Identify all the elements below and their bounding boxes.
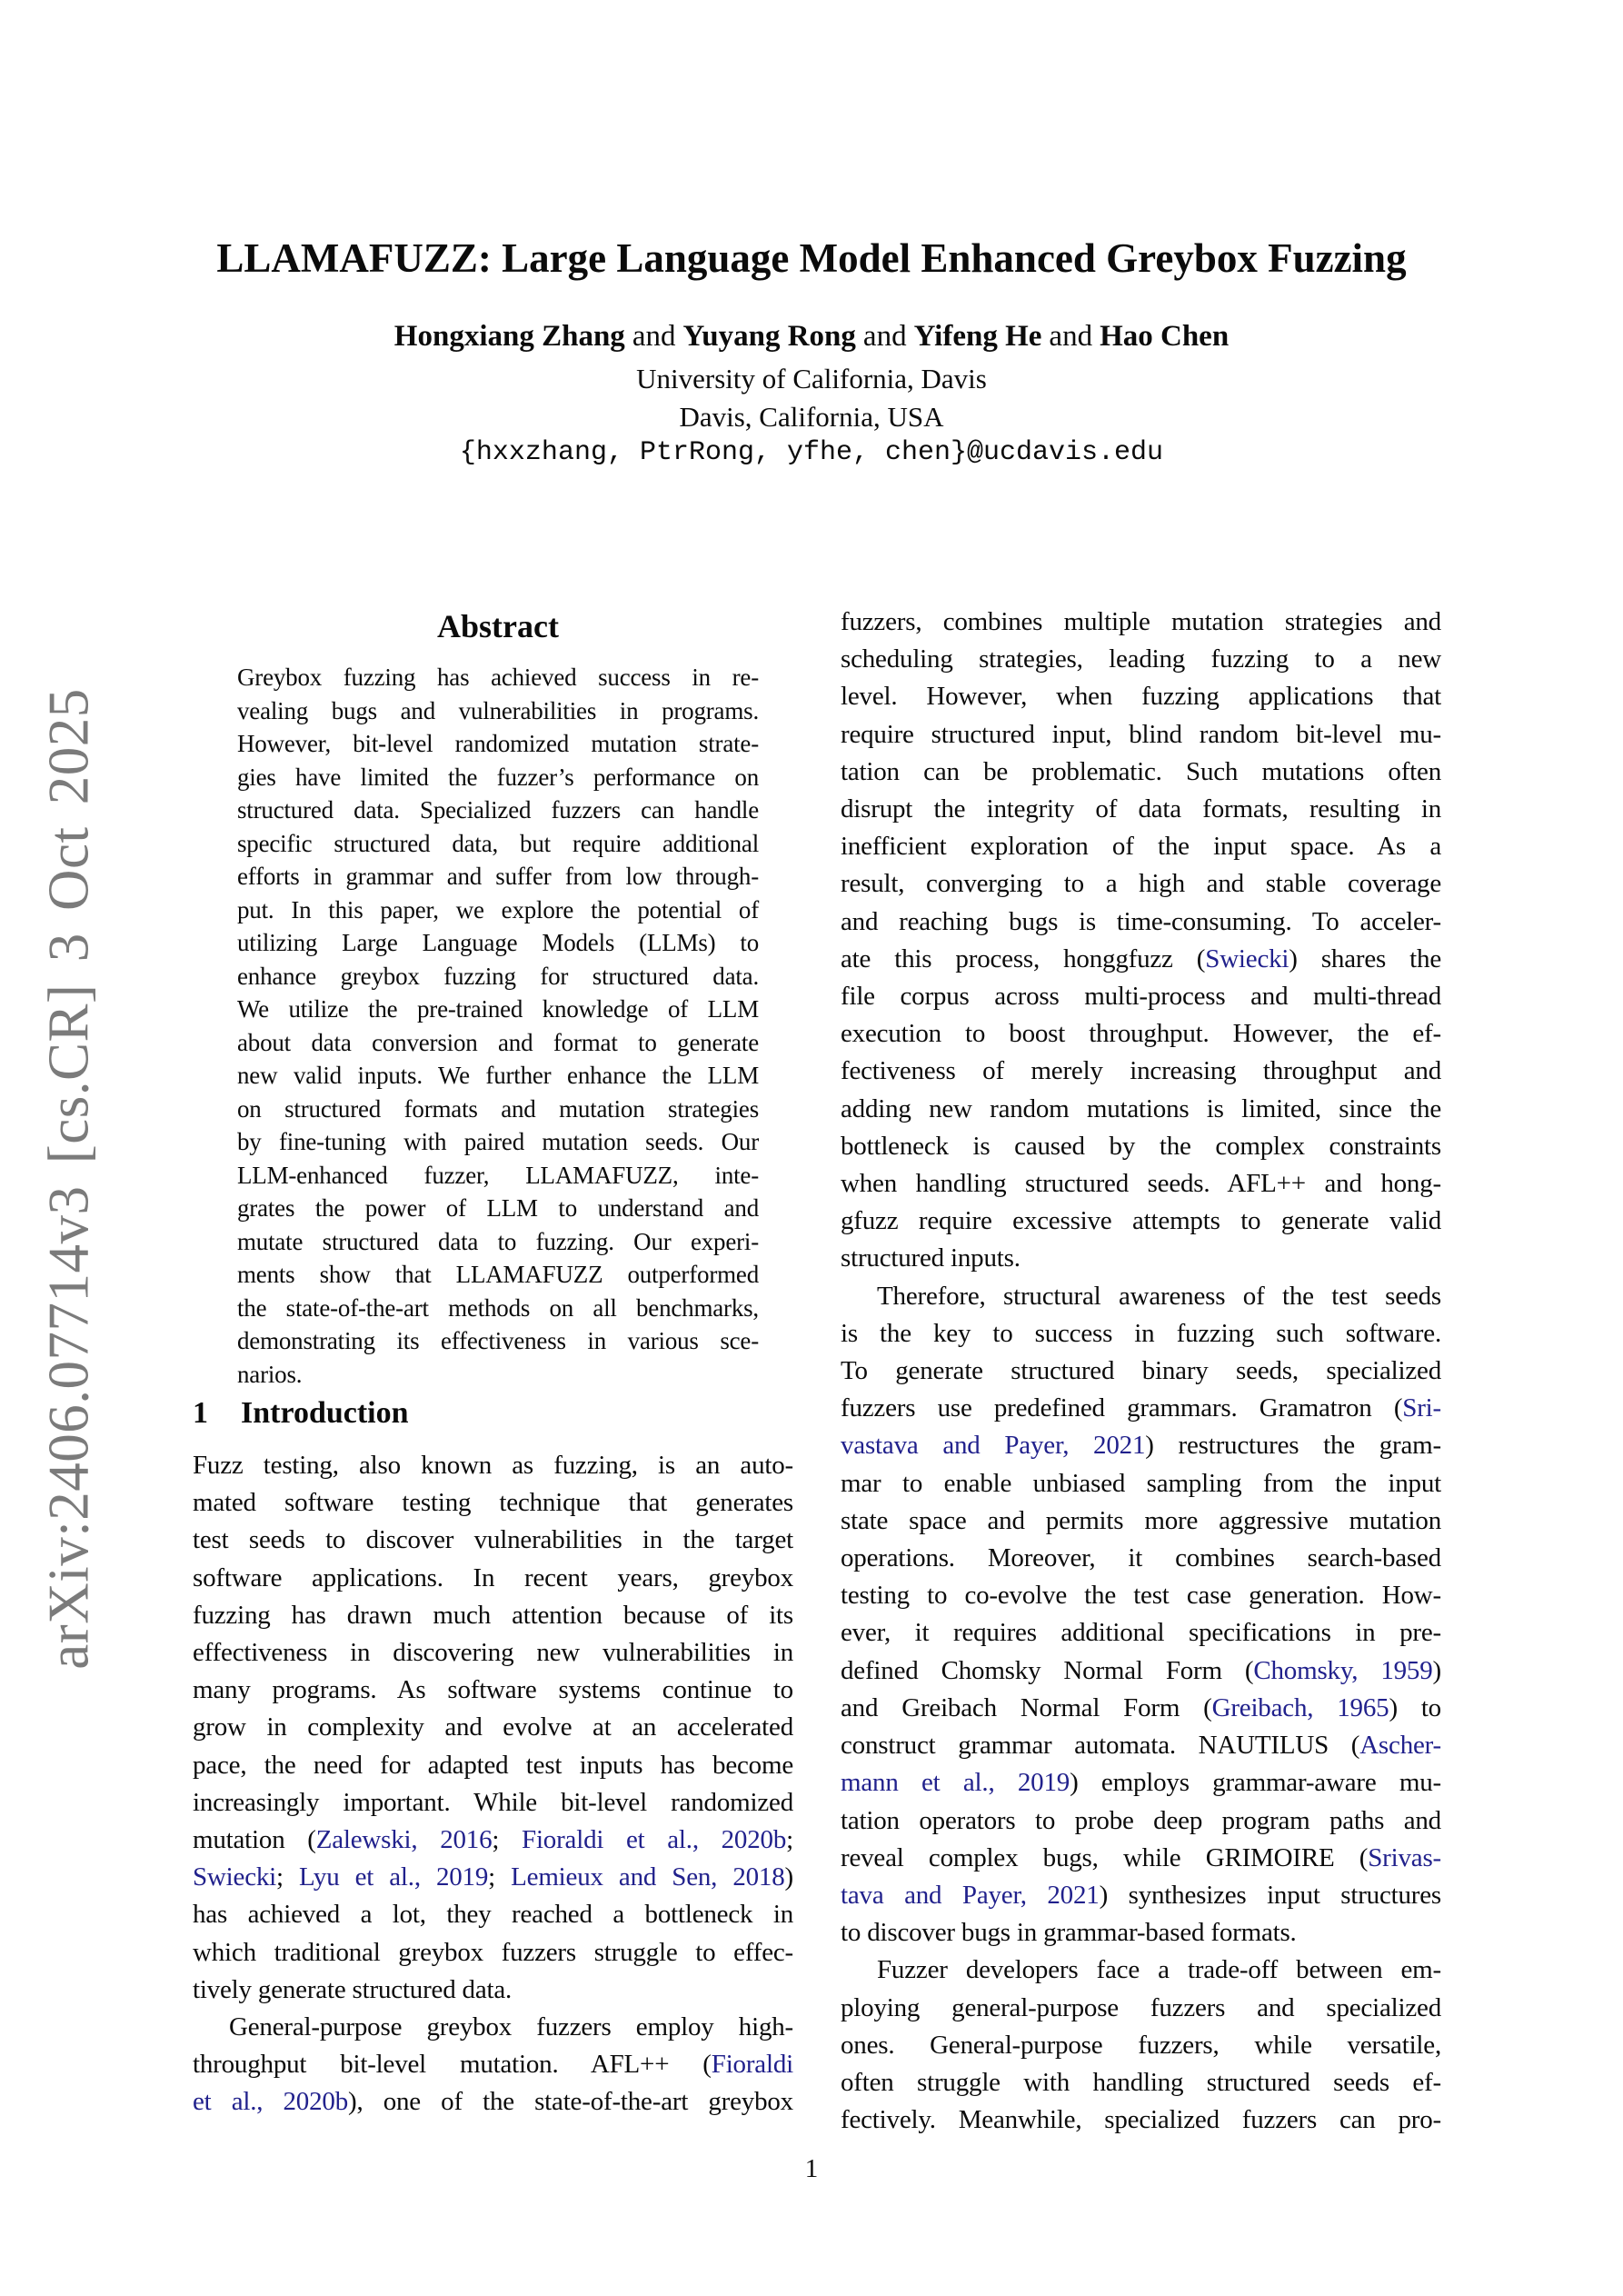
text-run: efforts in grammar and suffer from low through-	[237, 863, 759, 890]
citation-link[interactable]: tava and Payer, 2021	[841, 1880, 1100, 1910]
text-line	[841, 2064, 1441, 2101]
text-run: often struggle with handling structured seeds ef-	[841, 2067, 1441, 2097]
text-line	[237, 1358, 759, 1392]
text-run: General-purpose greybox fuzzers employ high-	[229, 2012, 793, 2042]
text-run: result, converging to a high and stable coverage	[841, 869, 1441, 899]
text-line	[193, 1784, 793, 1822]
text-line	[841, 1614, 1441, 1652]
author-separator: and	[1049, 320, 1093, 353]
text-run: fuzzing has drawn much attention because of its	[193, 1600, 793, 1630]
text-line	[237, 960, 759, 993]
right-column	[841, 0, 1441, 2296]
text-line	[841, 1727, 1441, 1764]
text-line	[841, 1091, 1441, 1128]
text-run: tation operators to probe deep program paths and	[841, 1805, 1441, 1835]
text-run: increasingly important. While bit-level randomized	[193, 1787, 793, 1817]
citation-link[interactable]: Lemieux and Sen, 2018	[511, 1862, 785, 1892]
text-run: effectiveness in discovering new vulnerabilities in	[193, 1638, 793, 1668]
text-line	[841, 791, 1441, 828]
text-run: to discover bugs in grammar-based formats.	[841, 1918, 1297, 1948]
text-run: ments show that LLAMAFUZZ outperformed	[237, 1261, 759, 1288]
text-line	[841, 1128, 1441, 1165]
text-run: ) to	[1389, 1692, 1441, 1722]
text-line	[841, 865, 1441, 903]
citation-link[interactable]: mann et al., 2019	[841, 1768, 1070, 1798]
text-run: ones. General-purpose fuzzers, while versatile,	[841, 2030, 1441, 2060]
text-run: We utilize the pre-trained knowledge of LLM	[237, 995, 759, 1023]
author-separator: and	[632, 320, 676, 353]
citation-link[interactable]: Swiecki	[1205, 943, 1289, 973]
section-title: Introduction	[241, 1396, 409, 1430]
text-line	[841, 1952, 1441, 1989]
text-run: However, bit-level randomized mutation strate-	[237, 730, 759, 757]
text-line	[841, 1764, 1441, 1802]
text-line	[841, 604, 1441, 641]
text-line	[841, 1990, 1441, 2027]
text-line	[841, 1877, 1441, 1914]
text-line	[193, 1634, 793, 1672]
text-run: on structured formats and mutation strategies	[237, 1094, 759, 1123]
text-run: mutate structured data to fuzzing. Our experi-	[237, 1227, 759, 1255]
text-line	[841, 641, 1441, 678]
text-run: ploying general-purpose fuzzers and specialized	[841, 1992, 1441, 2022]
text-line	[237, 1093, 759, 1126]
citation-link[interactable]: Fioraldi	[711, 2050, 793, 2080]
text-run: test seeds to discover vulnerabilities in the target	[193, 1525, 793, 1555]
text-line	[193, 1859, 793, 1896]
text-line	[237, 661, 759, 694]
text-line	[237, 1292, 759, 1325]
text-line	[841, 1502, 1441, 1540]
text-line	[193, 1896, 793, 1933]
text-run: ;	[786, 1825, 793, 1855]
text-run: bottleneck is caused by the complex constraints	[841, 1131, 1441, 1161]
text-line	[841, 1914, 1441, 1952]
text-line	[841, 828, 1441, 865]
abstract-heading: Abstract	[437, 608, 559, 644]
text-run: ), one of the state-of-the-art greybox	[348, 2087, 793, 2117]
text-line	[237, 761, 759, 794]
text-line	[841, 678, 1441, 715]
text-line	[193, 2046, 793, 2083]
text-run: scheduling strategies, leading fuzzing to a new	[841, 644, 1441, 674]
text-run: ever, it requires additional specifications in pre-	[841, 1618, 1441, 1648]
text-line	[193, 1747, 793, 1784]
text-line	[841, 1278, 1441, 1315]
text-line	[193, 2083, 793, 2121]
text-run: vealing bugs and vulnerabilities in programs.	[237, 696, 759, 724]
text-run: structured inputs.	[841, 1243, 1021, 1273]
text-line	[237, 1125, 759, 1159]
text-run: Greybox fuzzing has achieved success in re-	[237, 664, 759, 691]
text-run: ) employs grammar-aware mu-	[1070, 1768, 1441, 1798]
text-run: ;	[488, 1862, 512, 1892]
citation-link[interactable]: Swiecki	[193, 1862, 277, 1892]
text-run: ) synthesizes input structures	[1099, 1880, 1441, 1910]
text-run: fectively. Meanwhile, specialized fuzzers can pro-	[841, 2105, 1441, 2135]
section-heading-introduction	[193, 1396, 793, 1431]
text-run: the state-of-the-art methods on all benchmarks,	[237, 1293, 759, 1322]
text-run: level. However, when fuzzing applications that	[841, 682, 1441, 712]
text-run: ate this process, honggfuzz (	[841, 943, 1206, 973]
left-column	[193, 0, 793, 2296]
text-line	[841, 978, 1441, 1015]
author-name: Hongxiang Zhang	[393, 320, 625, 353]
text-run: Fuzzer developers face a trade-off between em-	[877, 1955, 1441, 1985]
text-line	[237, 1059, 759, 1093]
text-run: LLM-enhanced fuzzer, LLAMAFUZZ, inte-	[237, 1161, 759, 1189]
text-line	[841, 1802, 1441, 1840]
abstract-text	[237, 661, 759, 1391]
text-run: grates the power of LLM to understand and	[237, 1194, 759, 1222]
text-line	[841, 2101, 1441, 2139]
text-run: new valid inputs. We further enhance the LLM	[237, 1062, 759, 1089]
text-run: when handling structured seeds. AFL++ and hong-	[841, 1169, 1441, 1199]
text-run: fectiveness of merely increasing throughput and	[841, 1056, 1441, 1086]
text-run: gies have limited the fuzzer’s performance on	[237, 763, 759, 791]
text-line	[841, 1165, 1441, 1203]
text-line	[841, 1353, 1441, 1390]
text-run: To generate structured binary seeds, specialized	[841, 1356, 1441, 1386]
text-run: many programs. As software systems continue to	[193, 1675, 793, 1705]
citation-link[interactable]: Srivas-	[1368, 1842, 1441, 1872]
text-run: tively generate structured data.	[193, 1974, 513, 2004]
text-line	[193, 1709, 793, 1746]
citation-link[interactable]: Lyu et al., 2019	[299, 1862, 489, 1892]
text-run: execution to boost throughput. However, the ef-	[841, 1019, 1441, 1049]
citation-link[interactable]: Chomsky, 1959	[1253, 1655, 1433, 1685]
text-line	[237, 694, 759, 728]
text-run: utilizing Large Language Models (LLMs) to	[237, 929, 759, 956]
text-line	[841, 1577, 1441, 1614]
text-line	[237, 1324, 759, 1358]
text-run: )	[1432, 1655, 1441, 1685]
text-line	[841, 2027, 1441, 2064]
text-run: ) shares the	[1289, 943, 1441, 973]
text-line	[841, 1652, 1441, 1690]
citation-link[interactable]: Sri-	[1402, 1393, 1441, 1423]
text-line	[193, 1672, 793, 1709]
text-line	[193, 1447, 793, 1484]
text-run: testing to co-evolve the test case generation. How-	[841, 1581, 1441, 1611]
author-name: Yifeng He	[913, 320, 1042, 353]
text-run: fuzzers use predefined grammars. Gramatron (	[841, 1393, 1403, 1423]
text-line	[841, 1240, 1441, 1277]
citation-link[interactable]: Fioraldi et al., 2020b	[522, 1825, 787, 1855]
text-run: software applications. In recent years, greybox	[193, 1562, 793, 1592]
citation-link[interactable]: vastava and Payer, 2021	[841, 1431, 1146, 1461]
text-run: mated software testing technique that generates	[193, 1488, 793, 1518]
text-line	[193, 2009, 793, 2046]
text-run: put. In this paper, we explore the potential of	[237, 895, 759, 923]
text-run: construct grammar automata. NAUTILUS (	[841, 1731, 1360, 1761]
text-run: is the key to success in fuzzing such software.	[841, 1318, 1441, 1348]
text-line	[193, 1484, 793, 1522]
text-run: require structured input, blind random bit-level mu-	[841, 719, 1441, 749]
text-run: inefficient exploration of the input space. As a	[841, 832, 1441, 862]
text-line	[237, 1258, 759, 1292]
text-line	[841, 716, 1441, 754]
text-run: demonstrating its effectiveness in various sce-	[237, 1327, 759, 1354]
text-run: reveal complex bugs, while GRIMOIRE (	[841, 1842, 1369, 1872]
section-number: 1	[193, 1396, 208, 1430]
text-line	[841, 1203, 1441, 1240]
text-line	[237, 926, 759, 960]
text-run: narios.	[237, 1360, 303, 1388]
text-line	[237, 1159, 759, 1193]
text-line	[193, 1560, 793, 1597]
citation-link[interactable]: Zalewski, 2016	[315, 1825, 493, 1855]
text-line	[841, 903, 1441, 941]
text-line	[237, 1192, 759, 1225]
citation-link[interactable]: Ascher-	[1359, 1731, 1441, 1761]
introduction-text-left	[193, 1447, 793, 2121]
text-line	[193, 1934, 793, 1972]
text-run: defined Chomsky Normal Form (	[841, 1655, 1254, 1685]
text-run: file corpus across multi-process and multi-thread	[841, 982, 1441, 1012]
text-run: structured data. Specialized fuzzers can handle	[237, 796, 759, 824]
text-line	[193, 1972, 793, 2009]
text-run: specific structured data, but require additional	[237, 829, 759, 857]
text-line	[237, 1026, 759, 1060]
affiliation-location: Davis, California, USA	[679, 401, 944, 433]
affiliation-institution: University of California, Davis	[636, 363, 987, 394]
citation-link[interactable]: Greibach, 1965	[1211, 1692, 1389, 1722]
text-run: operations. Moreover, it combines search-based	[841, 1543, 1441, 1573]
text-run: and Greibach Normal Form (	[841, 1692, 1212, 1722]
author-emails: {hxxzhang, PtrRong, yfhe, chen}@ucdavis.edu	[459, 437, 1164, 468]
text-run: state space and permits more aggressive mutation	[841, 1505, 1441, 1535]
text-line	[193, 1597, 793, 1634]
text-line	[841, 754, 1441, 791]
text-line	[841, 1840, 1441, 1877]
text-line	[841, 1315, 1441, 1353]
text-run: adding new random mutations is limited, since the	[841, 1093, 1441, 1123]
text-run: throughput bit-level mutation. AFL++ (	[193, 2050, 712, 2080]
text-line	[841, 1690, 1441, 1727]
text-line	[841, 1427, 1441, 1464]
paper-title: LLAMAFUZZ: Large Language Model Enhanced Greybox Fuzzing	[216, 235, 1407, 282]
text-line	[237, 860, 759, 893]
text-run: and reaching bugs is time-consuming. To acceler-	[841, 906, 1441, 936]
text-line	[237, 794, 759, 827]
text-run: grow in complexity and evolve at an accelerated	[193, 1712, 793, 1742]
text-run: enhance greybox fuzzing for structured data.	[237, 962, 759, 990]
text-line	[237, 893, 759, 927]
author-separator: and	[862, 320, 907, 353]
author-name: Yuyang Rong	[682, 320, 856, 353]
text-line	[193, 1522, 793, 1559]
page-number: 1	[804, 2154, 819, 2183]
text-run: about data conversion and format to generate	[237, 1028, 759, 1056]
text-line	[841, 1015, 1441, 1053]
citation-link[interactable]: et al., 2020b	[193, 2087, 349, 2117]
text-run: gfuzz require excessive attempts to generate valid	[841, 1206, 1441, 1236]
text-run: fuzzers, combines multiple mutation strategies and	[841, 607, 1441, 636]
text-run: ) restructures the gram-	[1145, 1431, 1441, 1461]
text-run: Fuzz testing, also known as fuzzing, is an auto-	[193, 1451, 793, 1480]
text-line	[237, 1225, 759, 1259]
text-line	[841, 1053, 1441, 1090]
text-line	[841, 1390, 1441, 1427]
introduction-text-right	[841, 604, 1441, 2139]
arxiv-stamp: arXiv:2406.07714v3 [cs.CR] 3 Oct 2025	[36, 688, 101, 1670]
text-line	[193, 1822, 793, 1859]
text-line	[237, 727, 759, 761]
text-line	[841, 941, 1441, 978]
text-run: disrupt the integrity of data formats, resulting in	[841, 794, 1441, 824]
text-run: )	[784, 1862, 793, 1892]
text-line	[237, 827, 759, 861]
author-name: Hao Chen	[1100, 320, 1230, 353]
text-run: pace, the need for adapted test inputs has become	[193, 1750, 793, 1780]
text-line	[841, 1465, 1441, 1502]
text-line	[841, 1540, 1441, 1577]
text-run: has achieved a lot, they reached a bottleneck in	[193, 1900, 793, 1930]
text-run: mar to enable unbiased sampling from the input	[841, 1468, 1441, 1498]
text-run: Therefore, structural awareness of the test seeds	[877, 1281, 1441, 1311]
text-run: ;	[492, 1825, 523, 1855]
text-run: which traditional greybox fuzzers struggle to effec-	[193, 1937, 793, 1967]
text-run: tation can be problematic. Such mutations often	[841, 756, 1441, 786]
text-run: ;	[276, 1862, 299, 1892]
text-line	[237, 993, 759, 1026]
text-run: mutation (	[193, 1825, 316, 1855]
text-run: by fine-tuning with paired mutation seeds. Our	[237, 1128, 759, 1155]
